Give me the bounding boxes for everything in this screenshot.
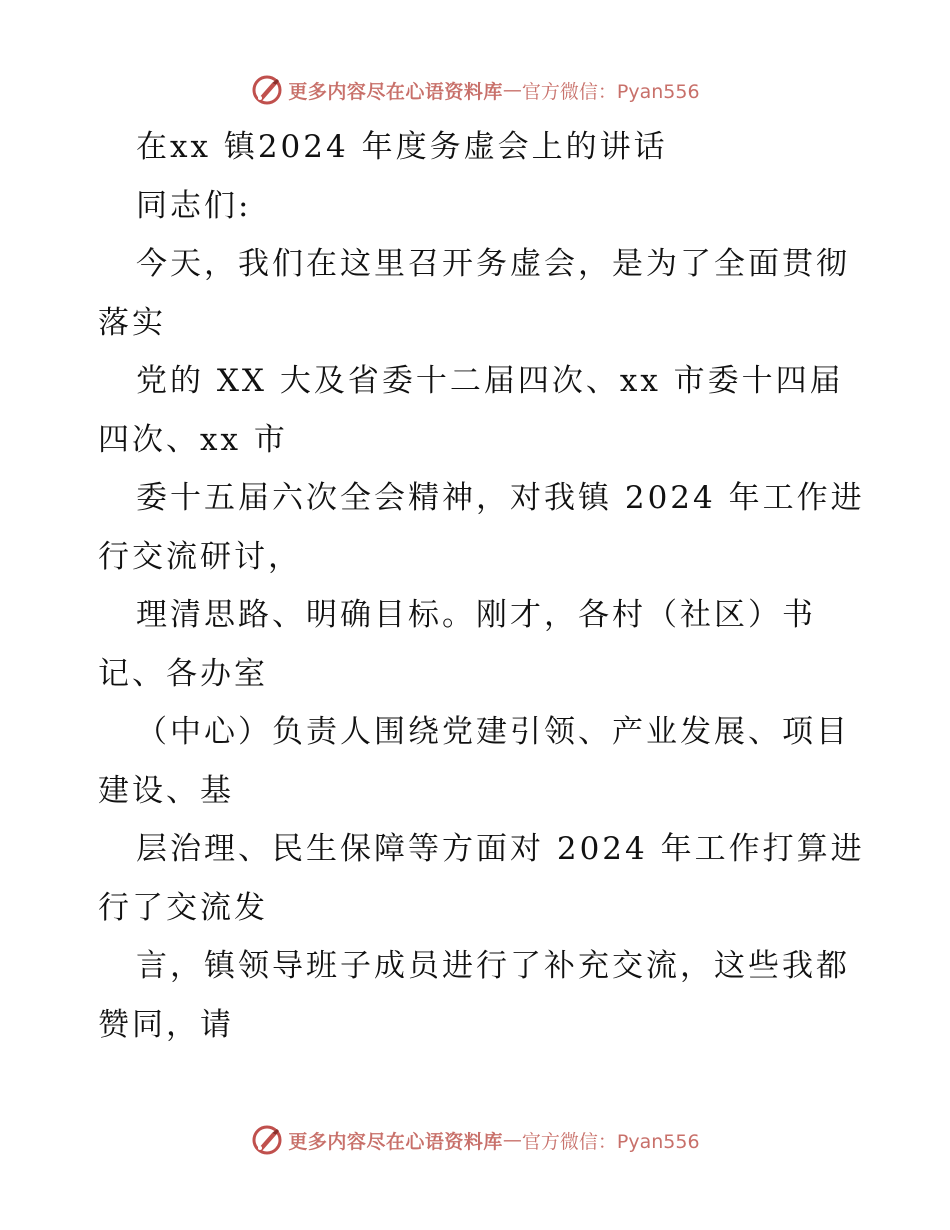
- watermark-footer: [0, 1120, 950, 1160]
- document-line: 行了交流发: [98, 889, 268, 926]
- document-line: 理清思路、明确目标。刚才，各村（社区）书: [136, 597, 816, 633]
- document-line: 建设、基: [98, 772, 234, 809]
- document-line: 赞同，请: [98, 1006, 234, 1043]
- document-line: 层治理、民生保障等方面对 2024 年工作打算进: [136, 831, 865, 867]
- document-line: 党的 XX 大及省委十二届四次、xx 市委十四届: [136, 363, 844, 399]
- document-line: 四次、xx 市: [98, 421, 288, 458]
- pen-logo-icon: [250, 73, 284, 107]
- pen-logo-icon: [250, 1123, 284, 1157]
- document-title: 在xx 镇2024 年度务虚会上的讲话: [136, 129, 668, 165]
- watermark-header: [0, 70, 950, 110]
- document-line: 行交流研讨，: [98, 538, 302, 575]
- watermark-wechat-text: 官方微信：Pyan556: [521, 1130, 700, 1153]
- document-line: 委十五届六次全会精神，对我镇 2024 年工作进: [136, 480, 865, 516]
- document-line: 记、各办室: [98, 655, 268, 692]
- watermark-main-text: 更多内容尽在心语资料库: [288, 80, 503, 103]
- document-line: 今天，我们在这里召开务虚会，是为了全面贯彻: [136, 246, 850, 282]
- document-line: 同志们:: [136, 187, 252, 224]
- watermark-wechat-text: 官方微信：Pyan556: [521, 80, 700, 103]
- document-line: 落实: [98, 304, 166, 341]
- watermark-dash: —: [502, 1129, 522, 1151]
- watermark-dash: —: [502, 79, 522, 101]
- document-body: [98, 118, 865, 1054]
- document-line: （中心）负责人围绕党建引领、产业发展、项目: [136, 714, 850, 750]
- document-line: 言，镇领导班子成员进行了补充交流，这些我都: [136, 948, 850, 984]
- watermark-main-text: 更多内容尽在心语资料库: [288, 1130, 503, 1153]
